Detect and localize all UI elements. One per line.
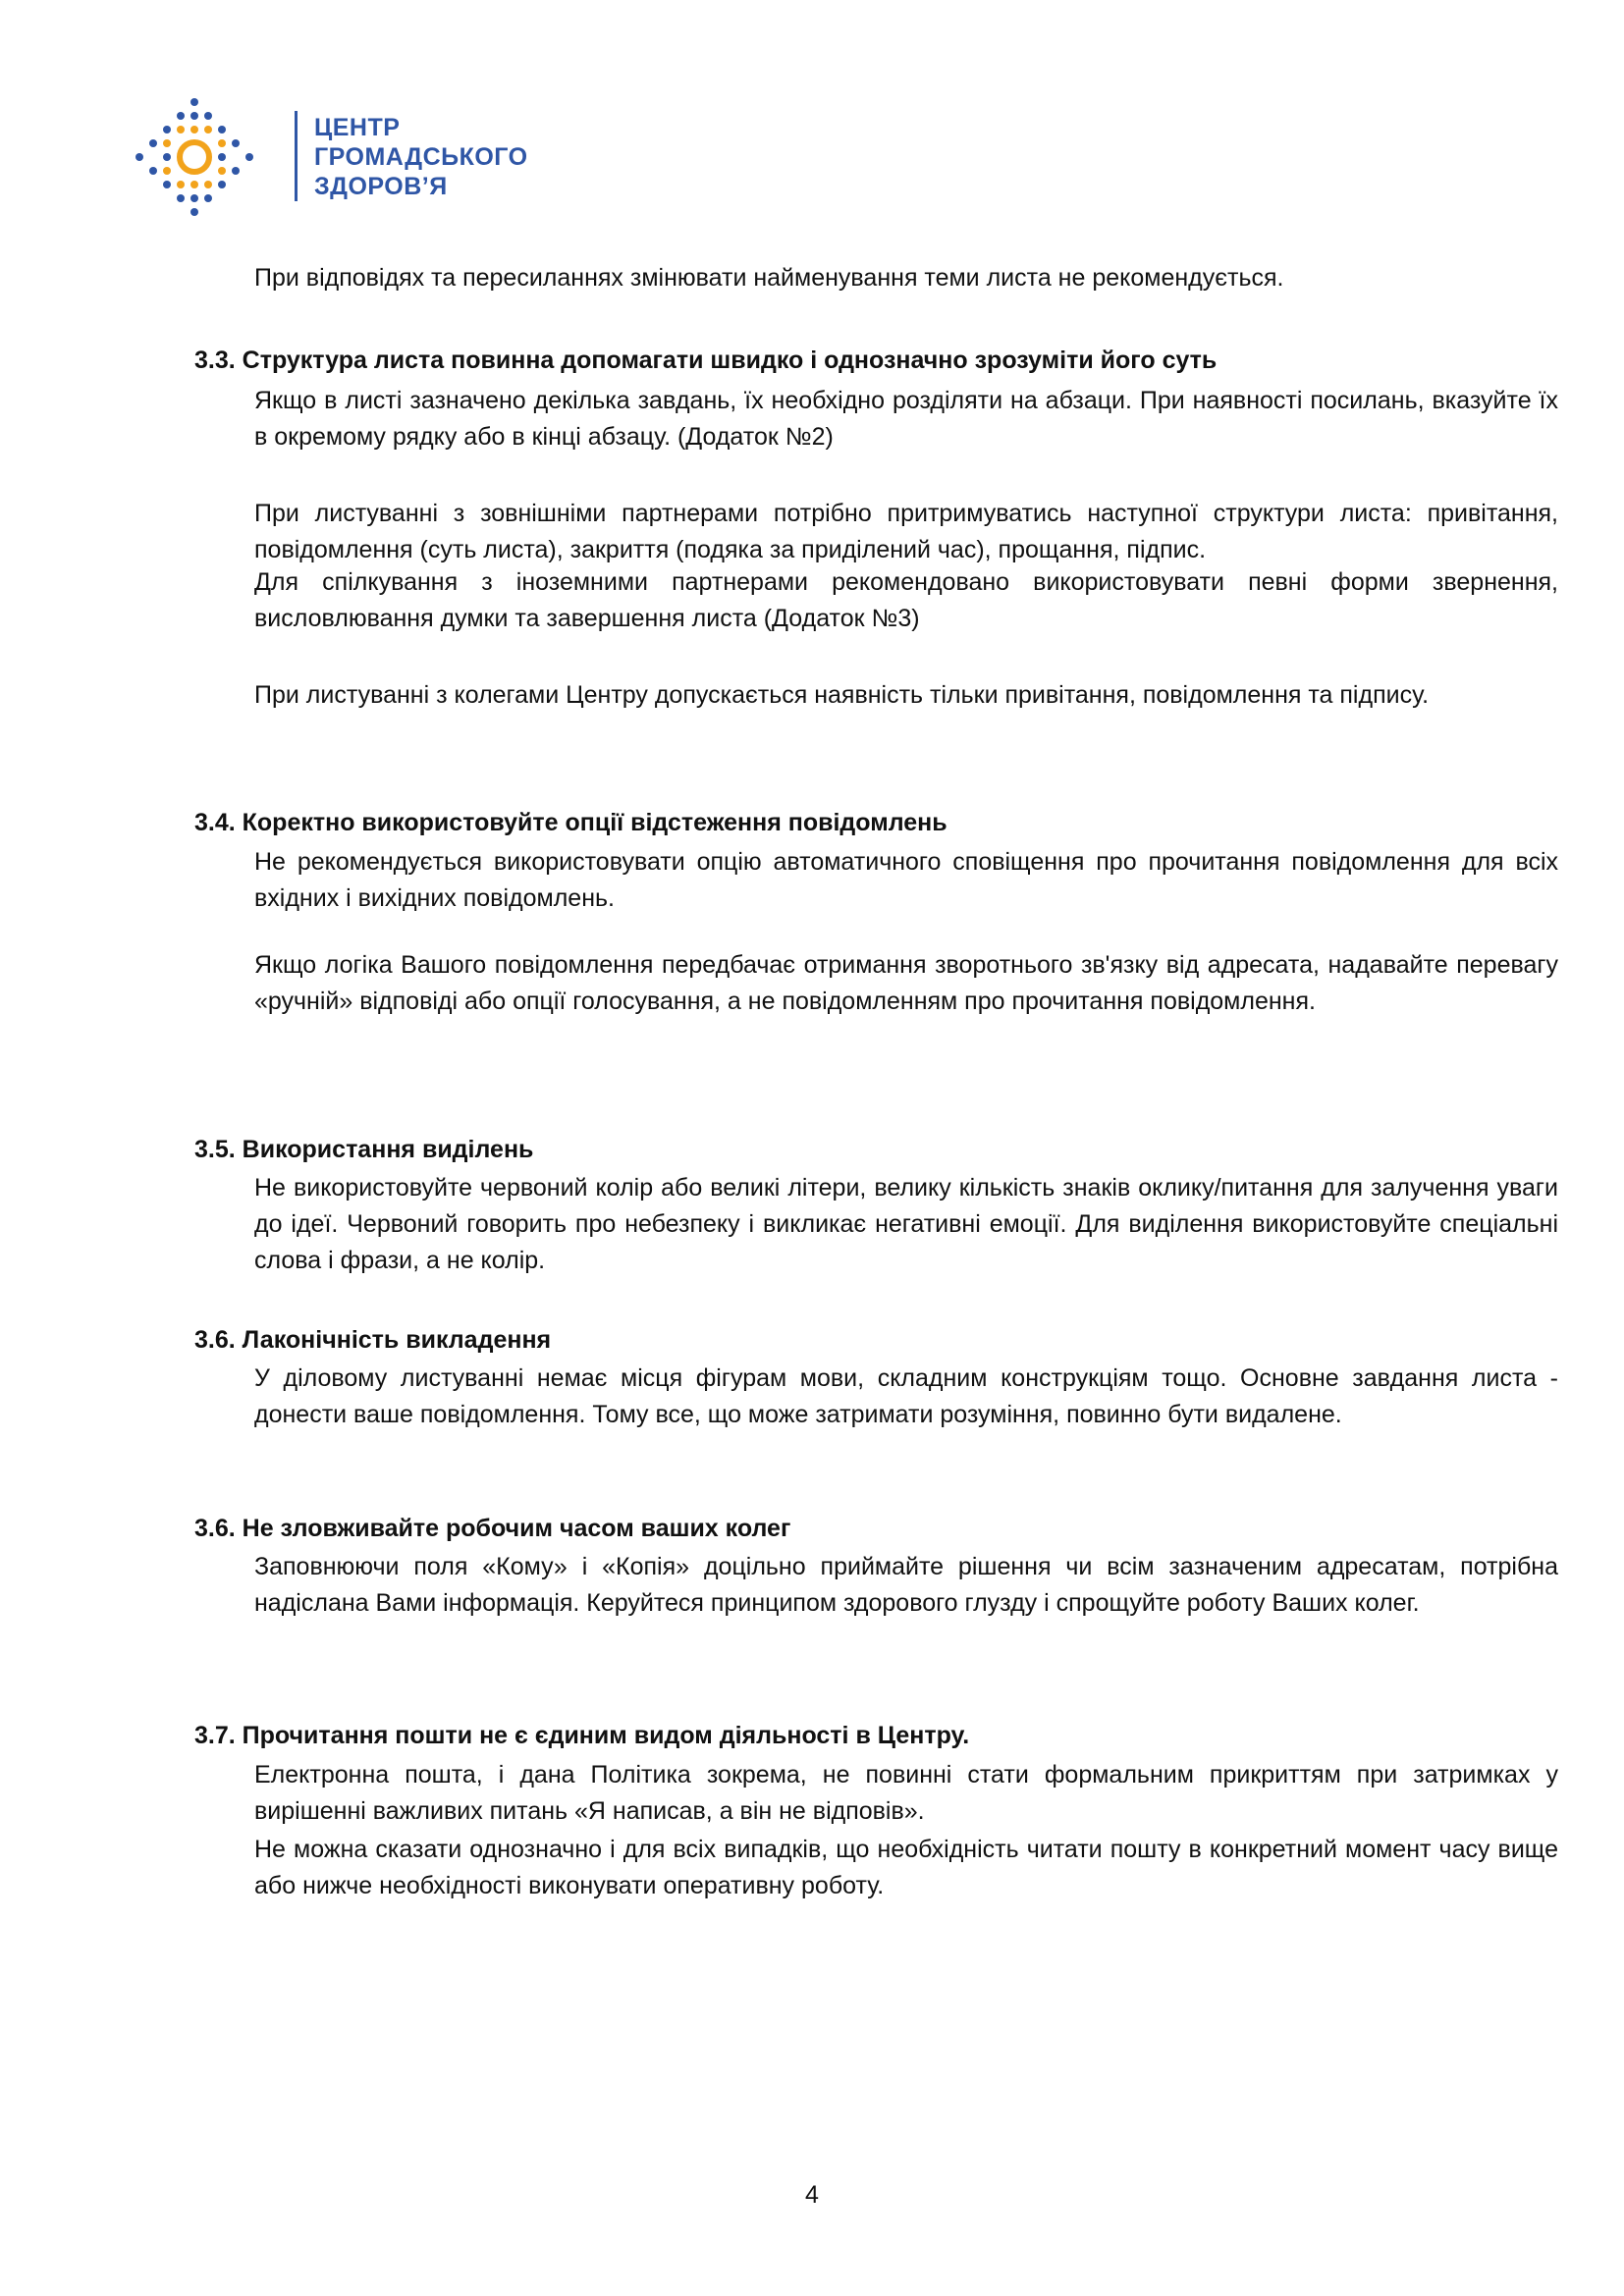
page-number: 4	[805, 2181, 819, 2209]
section-3-3-paragraph-1: Якщо в листі зазначено декілька завдань, їх необхідно розділяти на абзаци. При наявності посилань, вказуйте їх в окремому рядку або в кінці абзацу. (Додаток №2)	[254, 387, 1558, 451]
section-3-4-paragraph-2: Якщо логіка Вашого повідомлення передбачає отримання зворотнього зв'язку від адресата, надавайте перевагу «ручній» відповіді або опції голосування, а не повідомленням про прочитання повідомлення.	[254, 951, 1558, 1015]
logo-line-1: ЦЕНТР	[314, 114, 401, 141]
intro-paragraph: При відповідях та пересиланнях змінювати найменування теми листа не рекомендується.	[254, 264, 1284, 292]
section-3-3-heading: 3.3. Структура листа повинна допомагати швидко і однозначно зрозуміти його суть	[194, 347, 1218, 374]
section-3-4-paragraph-1: Не рекомендується використовувати опцію автоматичного сповіщення про прочитання повідомлення для всіх вхідних і вихідних повідомлень.	[254, 848, 1558, 912]
section-3-3-paragraph-2: При листуванні з зовнішніми партнерами потрібно притримуватись наступної структури листа: привітання, повідомлення (суть листа), закриття (подяка за приділений час), прощання, підпис.	[254, 500, 1558, 563]
section-3-7-heading: 3.7. Прочитання пошти не є єдиним видом діяльності в Центру.	[194, 1722, 970, 1749]
section-3-3-paragraph-4: При листуванні з колегами Центру допускається наявність тільки привітання, повідомлення та підпису.	[254, 681, 1430, 709]
logo-line-2: ГРОМАДСЬКОГО	[314, 143, 528, 171]
section-3-7-paragraph-2: Не можна сказати однозначно і для всіх випадків, що необхідність читати пошту в конкретний момент часу вище або нижче необхідності виконувати оперативну роботу.	[254, 1836, 1558, 1899]
section-3-3-paragraph-3: Для спілкування з іноземними партнерами рекомендовано використовувати певні форми звернення, висловлювання думки та завершення листа (Додаток №3)	[254, 568, 1558, 632]
section-3-6b-heading: 3.6. Не зловживайте робочим часом ваших колег	[194, 1515, 791, 1542]
section-3-5-heading: 3.5. Використання виділень	[194, 1136, 534, 1163]
section-3-5-paragraph-1: Не використовуйте червоний колір або великі літери, велику кількість знаків оклику/питання для залучення уваги до ідеї. Червоний говорить про небезпеку і викликає негативні емоції. Для виділення використовуйте спеціальні слова і фрази, а не колір.	[254, 1174, 1558, 1274]
section-3-7-paragraph-1: Електронна пошта, і дана Політика зокрема, не повинні стати формальним прикриттям при затримках у вирішенні важливих питань «Я написав, а він не відповів».	[254, 1761, 1558, 1825]
section-3-6-paragraph-1: У діловому листуванні немає місця фігурам мови, складним конструкціям тощо. Основне завдання листа - донести ваше повідомлення. Тому все, що може затримати розуміння, повинно бути видалене.	[254, 1364, 1558, 1428]
section-3-6b-paragraph-1: Заповнюючи поля «Кому» і «Копія» доцільно приймайте рішення чи всім зазначеним адресатам, потрібна надіслана Вами інформація. Керуйтеся принципом здорового глузду і спрощуйте роботу Ваших колег.	[254, 1553, 1558, 1617]
logo-line-3: ЗДОРОВ’Я	[314, 173, 448, 200]
section-3-6-heading: 3.6. Лаконічність викладення	[194, 1326, 552, 1354]
section-3-4-heading: 3.4. Коректно використовуйте опції відстеження повідомлень	[194, 809, 947, 836]
